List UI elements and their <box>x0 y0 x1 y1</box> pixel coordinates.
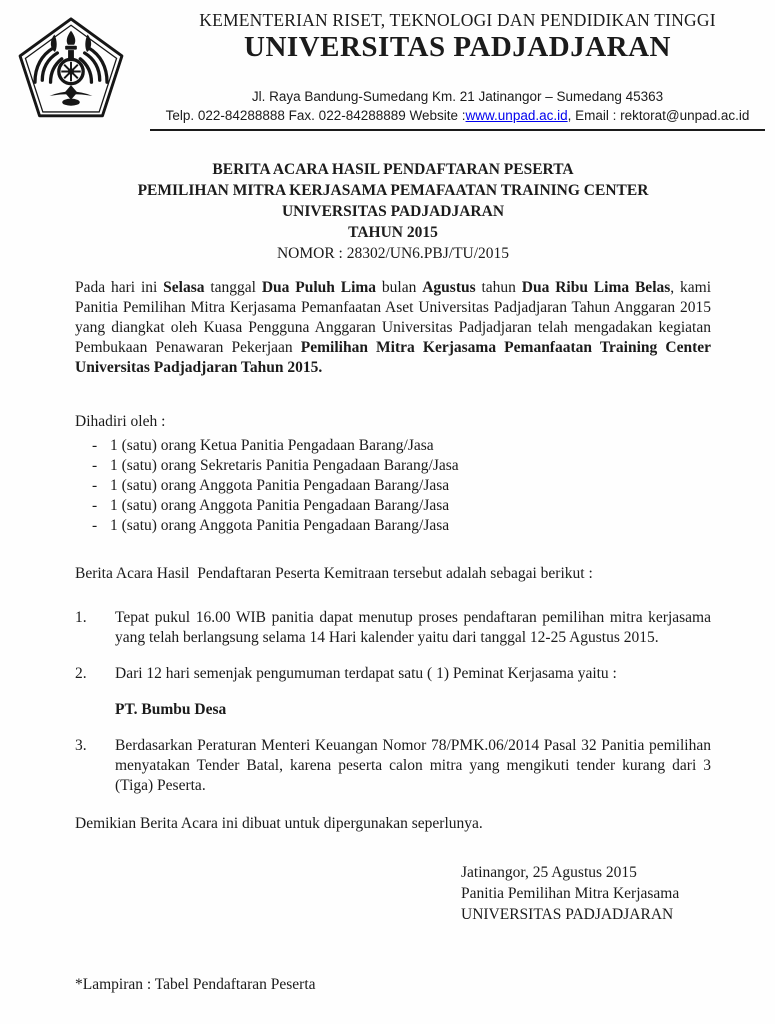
attendee-item <box>75 476 711 496</box>
document-title <box>75 159 711 264</box>
item-number: 3. <box>75 737 87 754</box>
attendee-text: 1 (satu) orang Anggota Panitia Pengadaan Barang/Jasa <box>110 517 450 534</box>
unpad-logo-icon <box>12 16 130 128</box>
attendee-item <box>75 496 711 516</box>
item-number: 1. <box>75 609 87 626</box>
website-link[interactable]: www.unpad.ac.id <box>465 108 568 123</box>
participant-name: PT. Bumbu Desa <box>115 701 227 718</box>
signature-place-date: Jatinangor, 25 Agustus 2015 <box>461 864 637 881</box>
dash-bullet: - <box>92 437 98 454</box>
letterhead <box>0 0 775 131</box>
dash-bullet: - <box>92 517 98 534</box>
numbered-item-2 <box>75 664 711 684</box>
header-divider <box>150 129 765 131</box>
attendee-text: 1 (satu) orang Anggota Panitia Pengadaan Barang/Jasa <box>110 477 450 494</box>
opening-paragraph <box>75 278 711 378</box>
contact-suffix: , Email : rektorat@unpad.ac.id <box>567 108 750 123</box>
signature-block <box>461 862 711 925</box>
numbered-item-3 <box>75 736 711 796</box>
date-words: Dua Puluh Lima <box>261 279 377 296</box>
item-text: Tepat pukul 16.00 WIB panitia dapat menutup proses pendaftaran pemilihan mitra kerjasama yang telah berlangsung selama 14 Hari kalender yaitu dari tanggal 12-25 Agustus 2015. <box>115 609 711 646</box>
title-line-2: PEMILIHAN MITRA KERJASAMA PEMAFAATAN TRAINING CENTER <box>137 182 649 199</box>
text-segment: tanggal <box>204 279 262 296</box>
work-title: Pemilihan Mitra Kerjasama Pemanfaatan Training Center Universitas Padjadjaran Tahun 2015. <box>75 339 711 376</box>
text-segment: Pada hari ini <box>75 279 164 296</box>
attendees-label: Dihadiri oleh : <box>75 413 166 430</box>
title-line-1: BERITA ACARA HASIL PENDAFTARAN PESERTA <box>212 161 574 178</box>
item-text: Dari 12 hari semenjak pengumuman terdapat satu ( 1) Peminat Kerjasama yaitu : <box>115 665 617 682</box>
document-number: NOMOR : 28302/UN6.PBJ/TU/2015 <box>276 245 510 262</box>
day-name: Selasa <box>163 279 205 296</box>
text-segment: , kami Panitia Pemilihan Mitra Kerjasama Pemanfaatan Aset Universitas Padjadjaran Tahun Anggaran 2015 yang diangkat oleh Kuasa Pengguna Anggaran Universitas Padjadjaran telah mengadakan kegiatan Pembukaan Penawaran Pekerjaan <box>75 279 712 356</box>
dash-bullet: - <box>92 497 98 514</box>
contact-line <box>150 107 765 124</box>
signature-committee: Panitia Pemilihan Mitra Kerjasama <box>461 885 680 902</box>
university-name: UNIVERSITAS PADJADJARAN <box>244 31 671 63</box>
attendee-item <box>75 456 711 476</box>
text-segment: tahun <box>475 279 522 296</box>
contact-prefix: Telp. 022-84288888 Fax. 022-84288889 Website : <box>165 108 466 123</box>
attachment-note: *Lampiran : Tabel Pendaftaran Peserta <box>75 976 316 993</box>
attendee-text: 1 (satu) orang Anggota Panitia Pengadaan Barang/Jasa <box>110 497 450 514</box>
text-segment: bulan <box>376 279 423 296</box>
attendee-list <box>75 436 711 536</box>
attendee-item <box>75 436 711 456</box>
attendee-item <box>75 516 711 536</box>
title-line-4: TAHUN 2015 <box>348 224 438 241</box>
year-words: Dua Ribu Lima Belas <box>521 279 671 296</box>
letterhead-text <box>150 10 765 131</box>
signature-institution: UNIVERSITAS PADJADJARAN <box>461 906 674 923</box>
document-body <box>0 159 775 925</box>
closing-statement: Demikian Berita Acara ini dibuat untuk dipergunakan seperlunya. <box>75 815 483 832</box>
item-number: 2. <box>75 665 87 682</box>
results-intro: Berita Acara Hasil Pendaftaran Peserta Kemitraan tersebut adalah sebagai berikut : <box>75 565 593 582</box>
item-text: Berdasarkan Peraturan Menteri Keuangan Nomor 78/PMK.06/2014 Pasal 32 Panitia pemilihan menyatakan Tender Batal, karena peserta calon mitra yang mengikuti tender kurang dari 3 (Tiga) Peserta. <box>115 737 711 794</box>
dash-bullet: - <box>92 457 98 474</box>
dash-bullet: - <box>92 477 98 494</box>
address-line: Jl. Raya Bandung-Sumedang Km. 21 Jatinangor – Sumedang 45363 <box>251 89 664 104</box>
title-line-3: UNIVERSITAS PADJADJARAN <box>281 203 505 220</box>
ministry-name: KEMENTERIAN RISET, TEKNOLOGI DAN PENDIDIKAN TINGGI <box>199 10 716 30</box>
numbered-item-1 <box>75 608 711 648</box>
attendee-text: 1 (satu) orang Sekretaris Panitia Pengadaan Barang/Jasa <box>110 457 459 474</box>
attendee-text: 1 (satu) orang Ketua Panitia Pengadaan Barang/Jasa <box>110 437 434 454</box>
month-name: Agustus <box>422 279 476 296</box>
